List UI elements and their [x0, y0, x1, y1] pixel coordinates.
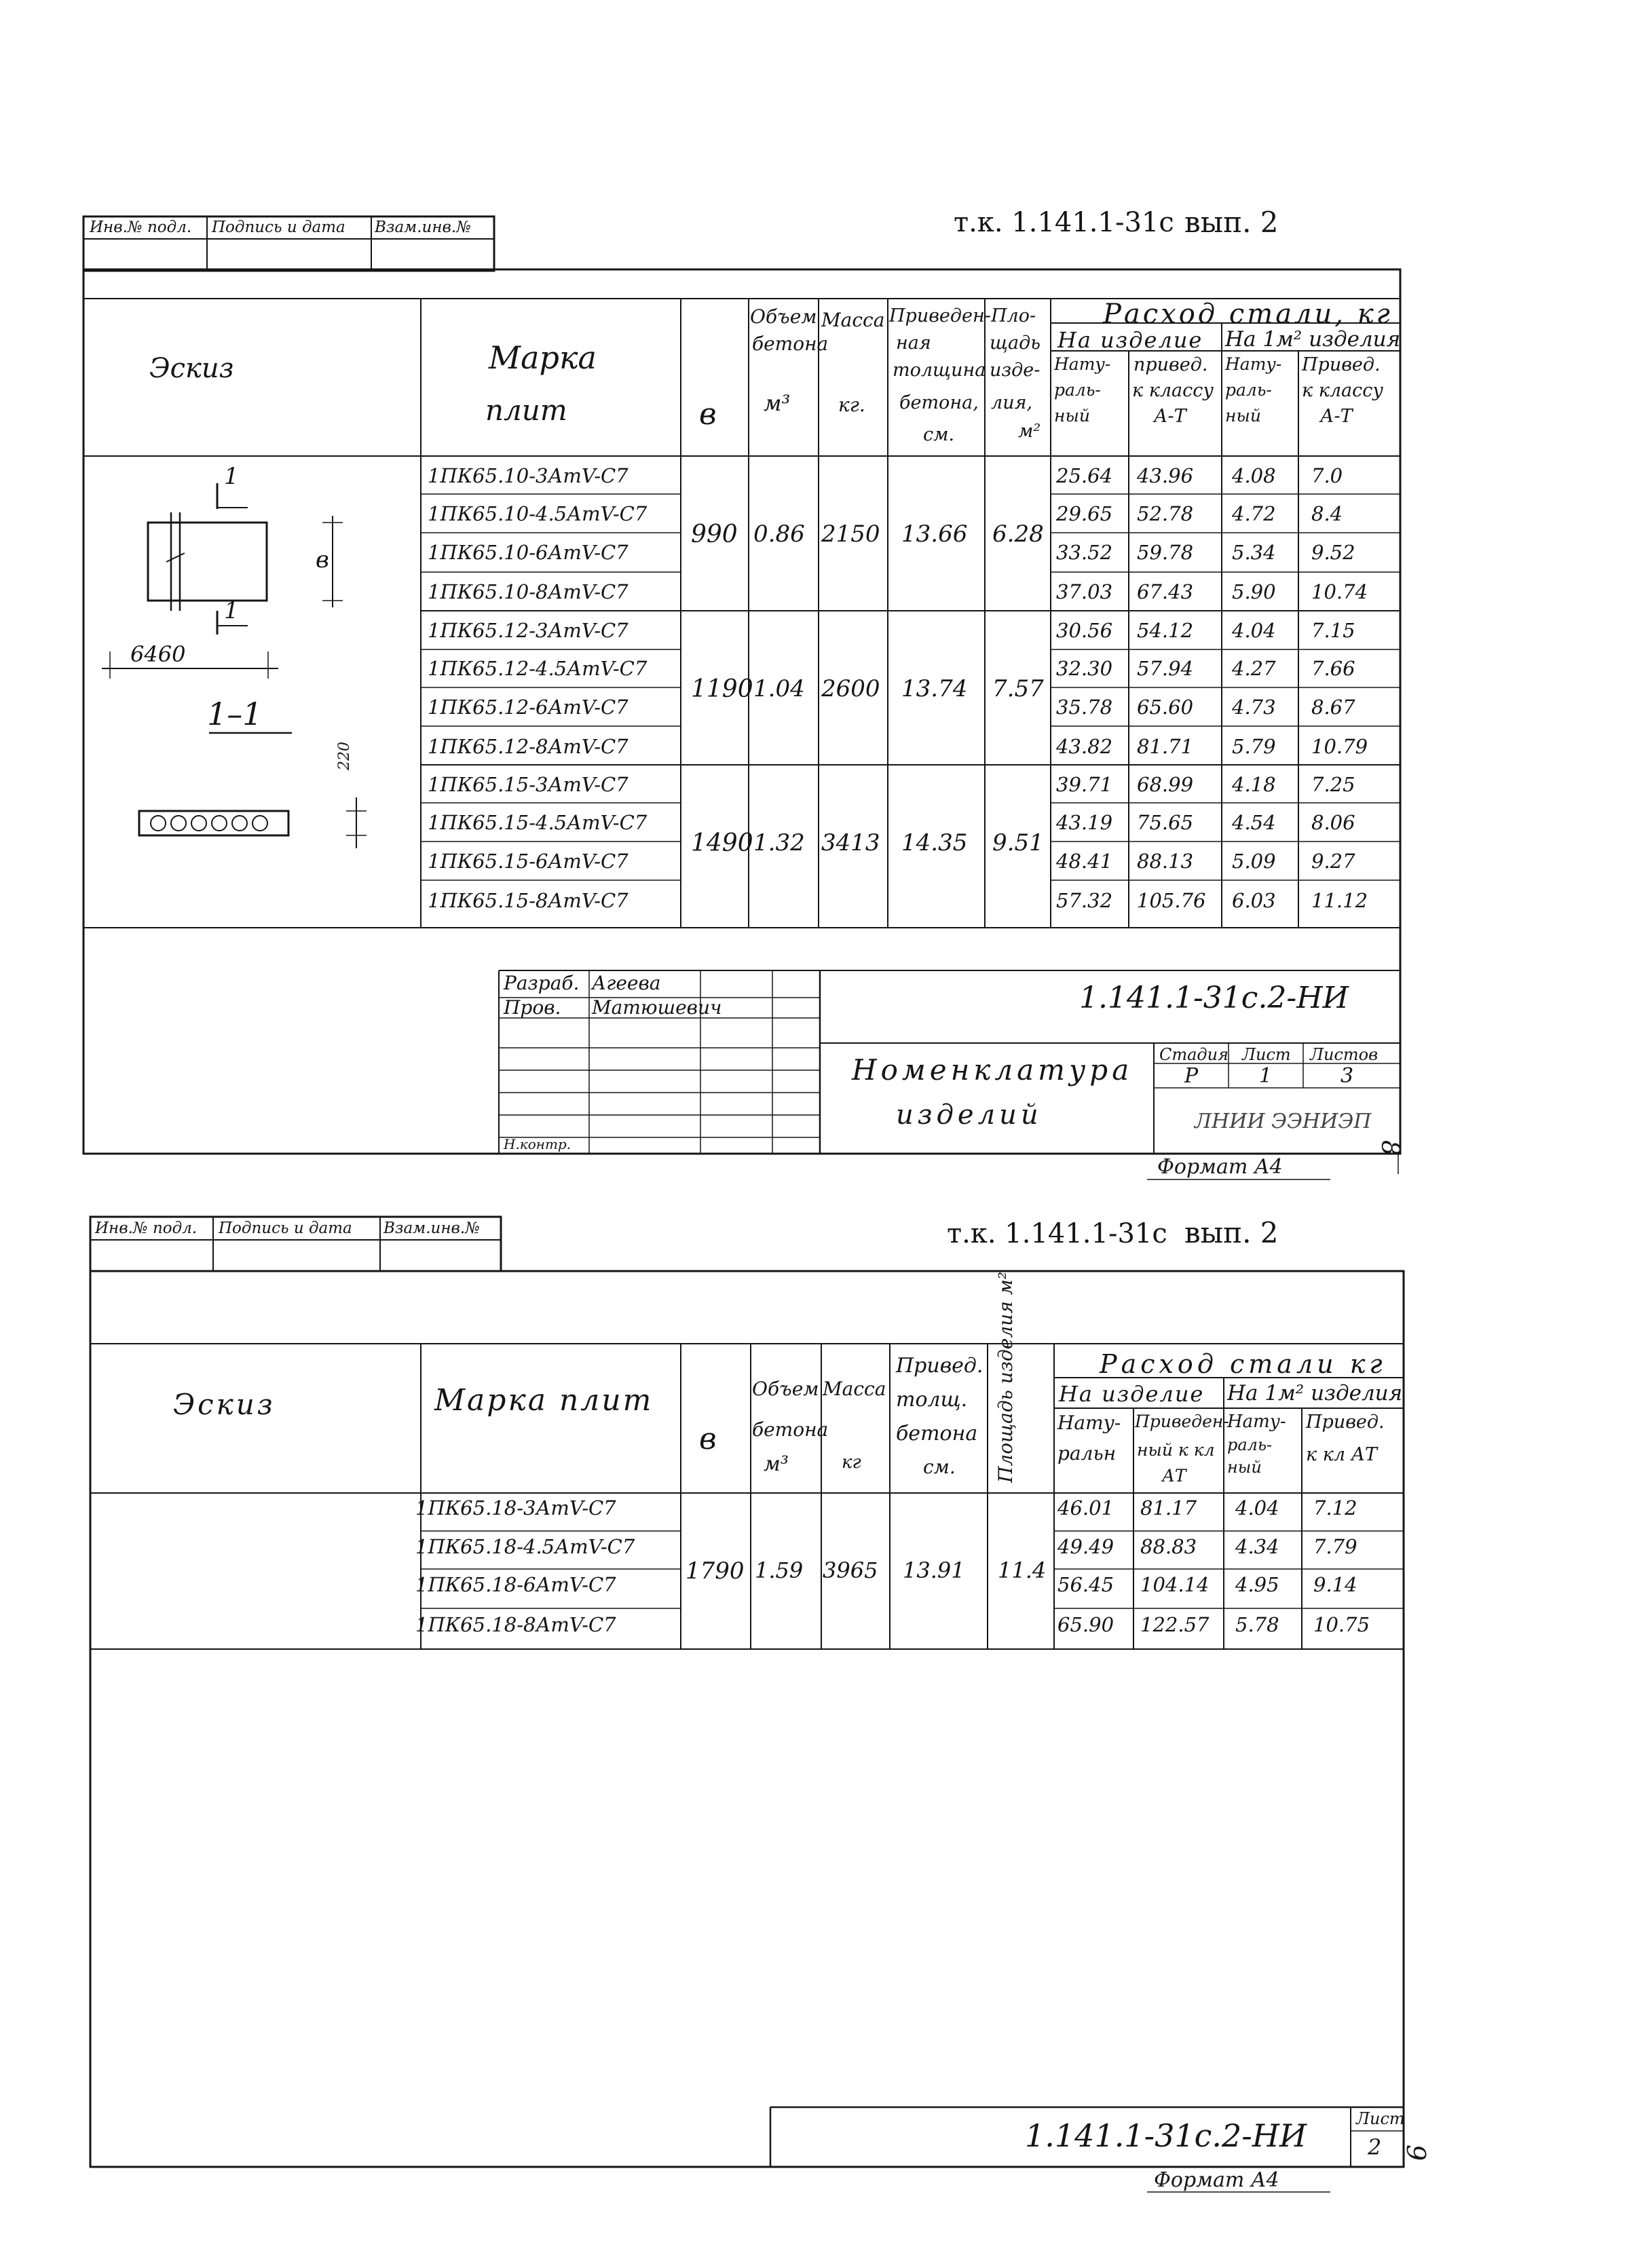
- header-reduced-2: к классу: [1132, 380, 1214, 401]
- org-name: ЛНИИ ЭЭНИЭП: [1195, 1110, 1372, 1133]
- row-mark: 1ПК65.12-4.5АтV-С7: [428, 657, 648, 680]
- row-steel-reduced: 105.76: [1137, 889, 1206, 912]
- s2-row-steel-reduced: 81.17: [1140, 1496, 1197, 1519]
- sheet-label: Лист: [1242, 1045, 1291, 1064]
- s2-header-volume-1: Объем: [752, 1378, 819, 1400]
- sketch-section-mark-bottom: 1: [224, 597, 239, 624]
- row-steel-natural-m2: 4.72: [1232, 502, 1276, 525]
- row-steel-reduced: 57.94: [1137, 657, 1194, 680]
- sketch-section-title: 1–1: [207, 696, 263, 732]
- s2-row-steel-natural-m2: 5.78: [1235, 1613, 1279, 1636]
- s2-header-thickness-2: толщ.: [896, 1388, 968, 1412]
- row-steel-reduced: 75.65: [1137, 811, 1194, 834]
- sheets-value: 3: [1341, 1064, 1354, 1088]
- row-mark: 1ПК65.12-6АтV-С7: [428, 696, 629, 719]
- s2-header-natural2-1: Нату-: [1227, 1412, 1286, 1432]
- row-steel-reduced-m2: 10.79: [1311, 735, 1368, 758]
- s2-b-value: 1790: [686, 1557, 745, 1585]
- header-area-4: лия,: [991, 392, 1033, 413]
- group-volume-value: 1.04: [753, 675, 805, 702]
- row-steel-natural: 25.64: [1056, 464, 1113, 487]
- header-per-m2: На 1м² изделия: [1225, 327, 1401, 352]
- row-steel-reduced: 43.96: [1137, 464, 1194, 487]
- s2-format-label: Формат А4: [1154, 2168, 1279, 2192]
- row-mark: 1ПК65.15-3АтV-С7: [428, 773, 629, 796]
- row-steel-natural-m2: 4.27: [1232, 657, 1276, 680]
- stamp-header-sign: Подпись и дата: [212, 219, 345, 236]
- row-steel-natural: 37.03: [1056, 580, 1113, 603]
- group-volume-value: 0.86: [753, 521, 805, 548]
- header-steel: Расход стали, кг: [1103, 299, 1393, 330]
- row-steel-natural: 29.65: [1056, 502, 1113, 525]
- s2-header-per-item: На изделие: [1059, 1381, 1205, 1407]
- s2-row-steel-reduced: 104.14: [1140, 1573, 1210, 1596]
- row-steel-reduced-m2: 9.52: [1311, 541, 1355, 564]
- title-block-title-2: изделий: [896, 1099, 1043, 1131]
- row-steel-natural-m2: 4.08: [1232, 464, 1276, 487]
- row-steel-natural-m2: 4.04: [1232, 619, 1276, 642]
- row-steel-reduced: 67.43: [1137, 580, 1194, 603]
- s2-row-steel-natural-m2: 4.04: [1235, 1496, 1279, 1519]
- header-b: в: [699, 397, 717, 432]
- header-mass: Масса: [821, 309, 885, 331]
- s2-row-steel-natural-m2: 4.34: [1235, 1535, 1279, 1558]
- row-steel-natural: 33.52: [1056, 541, 1113, 564]
- s2-row-mark: 1ПК65.18-6АтV-С7: [415, 1573, 616, 1596]
- group-area-value: 9.51: [992, 829, 1044, 856]
- s2-area-value: 11.4: [998, 1557, 1047, 1583]
- row-steel-reduced-m2: 7.25: [1311, 773, 1355, 796]
- s2-row-steel-reduced-m2: 10.75: [1313, 1613, 1370, 1636]
- s2-header-reduced-3: АТ: [1162, 1466, 1186, 1486]
- title-block-role: Н.контр.: [504, 1136, 571, 1152]
- page-number-1: 8: [1376, 1140, 1404, 1156]
- row-mark: 1ПК65.12-3АтV-С7: [428, 619, 629, 642]
- row-steel-reduced-m2: 7.15: [1311, 619, 1355, 642]
- row-mark: 1ПК65.15-4.5АтV-С7: [428, 811, 648, 834]
- s2-header-thickness-4: см.: [923, 1456, 956, 1478]
- header-reduced2-2: к классу: [1302, 380, 1384, 401]
- row-steel-natural-m2: 4.73: [1232, 696, 1276, 719]
- s2-row-mark: 1ПК65.18-8АтV-С7: [415, 1613, 616, 1636]
- group-thickness-value: 14.35: [901, 829, 968, 856]
- row-steel-reduced-m2: 10.74: [1311, 580, 1368, 603]
- row-steel-natural-m2: 5.09: [1232, 850, 1276, 873]
- row-steel-natural: 43.19: [1056, 811, 1113, 834]
- row-steel-natural-m2: 5.34: [1232, 541, 1276, 564]
- header-area-1: Пло-: [991, 305, 1036, 326]
- s2-sheet-value: 2: [1368, 2134, 1382, 2160]
- row-steel-reduced-m2: 11.12: [1311, 889, 1368, 912]
- s2-thickness-value: 13.91: [903, 1557, 965, 1583]
- s2-header-natural2-2: раль-: [1227, 1435, 1273, 1454]
- page-number-2: 9: [1401, 2144, 1431, 2161]
- s2-row-steel-natural-m2: 4.95: [1235, 1573, 1279, 1596]
- title-block-name: Матюшевич: [592, 996, 722, 1019]
- header-area-5: м²: [1018, 421, 1041, 442]
- s2-header-sketch: Эскиз: [173, 1388, 276, 1421]
- group-b-value: 1490: [691, 829, 753, 857]
- row-mark: 1ПК65.10-4.5АтV-С7: [428, 502, 648, 525]
- format-label: Формат А4: [1157, 1155, 1283, 1179]
- s2-volume-value: 1.59: [755, 1557, 804, 1583]
- row-steel-reduced: 54.12: [1137, 619, 1194, 642]
- s2-header-reduced2-1: Привед.: [1306, 1412, 1385, 1433]
- s2-header-reduced2-2: к кл АТ: [1306, 1444, 1378, 1465]
- s2-doc-no: 1.141.1-31с.2-НИ: [1025, 2117, 1307, 2154]
- group-mass-value: 3413: [821, 829, 880, 856]
- row-steel-reduced-m2: 7.0: [1311, 464, 1343, 487]
- header-per-item: На изделие: [1057, 327, 1203, 353]
- sheet-value: 1: [1259, 1064, 1273, 1088]
- row-steel-reduced-m2: 8.67: [1311, 696, 1355, 719]
- header-area-3: изде-: [990, 360, 1041, 381]
- header-reduced2-1: Привед.: [1302, 354, 1381, 375]
- row-steel-reduced: 88.13: [1137, 850, 1194, 873]
- sketch-width-label: в: [316, 546, 329, 573]
- title-block-role: Пров.: [504, 996, 561, 1019]
- header-mark: Марка: [489, 339, 597, 376]
- header-thickness-3: толщина: [893, 360, 986, 381]
- row-steel-natural: 57.32: [1056, 889, 1113, 912]
- header-thickness-1: Приведен-: [889, 305, 991, 326]
- s2-header-per-m2: На 1м² изделия: [1227, 1381, 1403, 1405]
- header-thickness-5: см.: [923, 424, 955, 445]
- s2-row-steel-reduced-m2: 7.12: [1313, 1496, 1357, 1519]
- s2-header-area: Площадь изделия м²: [994, 1271, 1017, 1483]
- s2-row-steel-natural: 65.90: [1057, 1613, 1114, 1636]
- title-block-role: Разраб.: [504, 972, 580, 994]
- row-mark: 1ПК65.10-8АтV-С7: [428, 580, 629, 603]
- header-natural-3: ный: [1054, 406, 1090, 426]
- group-b-value: 990: [691, 521, 738, 548]
- row-mark: 1ПК65.15-6АтV-С7: [428, 850, 629, 873]
- sketch-length-label: 6460: [130, 641, 186, 667]
- header-natural-2: раль-: [1054, 380, 1101, 400]
- row-steel-natural-m2: 4.54: [1232, 811, 1276, 834]
- s2-header-thickness-3: бетона: [896, 1422, 978, 1445]
- row-steel-reduced: 68.99: [1137, 773, 1194, 796]
- s2-header-reduced-2: ный к кл: [1137, 1440, 1215, 1460]
- row-steel-natural: 35.78: [1056, 696, 1113, 719]
- s2-header-natural2-3: ный: [1227, 1458, 1262, 1477]
- header-reduced-3: А-Т: [1154, 406, 1186, 427]
- stamp-header-inv: Инв.№ подл.: [90, 219, 192, 236]
- row-steel-reduced: 81.71: [1137, 735, 1194, 758]
- row-mark: 1ПК65.10-3АтV-С7: [428, 464, 629, 487]
- s2-header-thickness-1: Привед.: [896, 1354, 983, 1378]
- header-volume-unit: м³: [764, 390, 791, 416]
- header-mass-unit: кг.: [838, 394, 865, 416]
- title-block-doc-no: 1.141.1-31с.2-НИ: [1079, 981, 1349, 1015]
- header-natural2-3: ный: [1225, 406, 1261, 426]
- row-steel-reduced: 59.78: [1137, 541, 1194, 564]
- header-thickness-2: ная: [896, 333, 931, 354]
- row-steel-natural: 32.30: [1056, 657, 1113, 680]
- s2-header-volume-3: м³: [764, 1452, 789, 1476]
- stage-label: Стадия: [1159, 1045, 1229, 1064]
- header-reduced2-3: А-Т: [1320, 406, 1353, 427]
- group-volume-value: 1.32: [753, 829, 805, 856]
- group-area-value: 6.28: [992, 521, 1044, 548]
- title-block-name: Агеева: [592, 972, 661, 994]
- sheets-label: Листов: [1310, 1045, 1379, 1064]
- header-reduced-1: привед.: [1133, 354, 1208, 375]
- row-steel-reduced-m2: 8.4: [1311, 502, 1343, 525]
- group-b-value: 1190: [691, 675, 753, 703]
- stage-value: Р: [1184, 1064, 1199, 1088]
- issue2-label: вып. 2: [1184, 1216, 1279, 1249]
- stamp2-header-replace: Взам.инв.№: [383, 1220, 480, 1237]
- row-steel-natural: 39.71: [1056, 773, 1113, 796]
- s2-row-mark: 1ПК65.18-3АтV-С7: [415, 1496, 616, 1519]
- header-natural2-2: раль-: [1225, 380, 1272, 400]
- s2-header-volume-2: бетона: [752, 1418, 829, 1441]
- s2-row-steel-natural: 49.49: [1057, 1535, 1114, 1558]
- header-volume: Объем: [750, 305, 817, 328]
- stamp2-header-sign: Подпись и дата: [219, 1220, 352, 1237]
- s2-header-b: в: [699, 1422, 717, 1456]
- s2-header-natural-2: ральн: [1057, 1442, 1117, 1464]
- s2-mass-value: 3965: [823, 1557, 878, 1583]
- s2-row-steel-reduced-m2: 9.14: [1313, 1573, 1357, 1596]
- s2-header-natural-1: Нату-: [1057, 1412, 1121, 1434]
- s2-row-steel-reduced: 88.83: [1140, 1535, 1197, 1558]
- group-mass-value: 2150: [821, 521, 880, 548]
- row-steel-reduced-m2: 8.06: [1311, 811, 1355, 834]
- header-mark-2: плит: [485, 394, 567, 427]
- row-steel-natural: 30.56: [1056, 619, 1113, 642]
- stamp-header-replace: Взам.инв.№: [375, 219, 471, 236]
- row-steel-natural-m2: 4.18: [1232, 773, 1276, 796]
- row-steel-natural: 48.41: [1056, 850, 1113, 873]
- title-block-title-1: Номенклатура: [852, 1053, 1133, 1086]
- header-natural2-1: Нату-: [1225, 354, 1282, 374]
- row-mark: 1ПК65.10-6АтV-С7: [428, 541, 629, 564]
- row-mark: 1ПК65.12-8АтV-С7: [428, 735, 629, 758]
- row-steel-reduced-m2: 7.66: [1311, 657, 1355, 680]
- sketch-height-label: 220: [336, 742, 353, 770]
- row-steel-natural-m2: 5.90: [1232, 580, 1276, 603]
- doc2-code: т.к. 1.141.1-31с: [947, 1218, 1167, 1249]
- s2-row-steel-reduced-m2: 7.79: [1313, 1535, 1357, 1558]
- row-steel-reduced: 52.78: [1137, 502, 1194, 525]
- s2-header-reduced-1: Приведен-: [1135, 1412, 1229, 1431]
- group-mass-value: 2600: [821, 675, 880, 702]
- s2-row-mark: 1ПК65.18-4.5АтV-С7: [415, 1535, 635, 1558]
- s2-row-steel-reduced: 122.57: [1140, 1613, 1210, 1636]
- doc-code: т.к. 1.141.1-31с: [954, 207, 1174, 238]
- s2-row-steel-natural: 46.01: [1057, 1496, 1114, 1519]
- row-steel-reduced: 65.60: [1137, 696, 1194, 719]
- row-steel-natural-m2: 6.03: [1232, 889, 1276, 912]
- row-steel-reduced-m2: 9.27: [1311, 850, 1355, 873]
- issue-label: вып. 2: [1184, 206, 1279, 239]
- group-area-value: 7.57: [992, 675, 1044, 702]
- group-thickness-value: 13.74: [901, 675, 968, 702]
- s2-header-mass-1: Масса: [823, 1378, 886, 1400]
- row-mark: 1ПК65.15-8АтV-С7: [428, 889, 629, 912]
- header-volume-2: бетона: [752, 333, 829, 355]
- header-thickness-4: бетона,: [899, 392, 979, 413]
- row-steel-natural-m2: 5.79: [1232, 735, 1276, 758]
- s2-row-steel-natural: 56.45: [1057, 1573, 1114, 1596]
- s2-header-steel: Расход стали кг: [1100, 1349, 1387, 1379]
- header-sketch: Эскиз: [149, 353, 234, 384]
- header-natural-1: Нату-: [1054, 354, 1111, 374]
- s2-header-mass-2: кг: [842, 1452, 861, 1473]
- header-area-2: щадь: [990, 333, 1041, 354]
- group-thickness-value: 13.66: [901, 521, 968, 548]
- s2-sheet-label: Лист: [1356, 2109, 1405, 2128]
- s2-header-mark: Марка плит: [434, 1383, 654, 1418]
- stamp2-header-inv: Инв.№ подл.: [95, 1220, 198, 1237]
- row-steel-natural: 43.82: [1056, 735, 1113, 758]
- sketch-section-mark-top: 1: [224, 463, 239, 490]
